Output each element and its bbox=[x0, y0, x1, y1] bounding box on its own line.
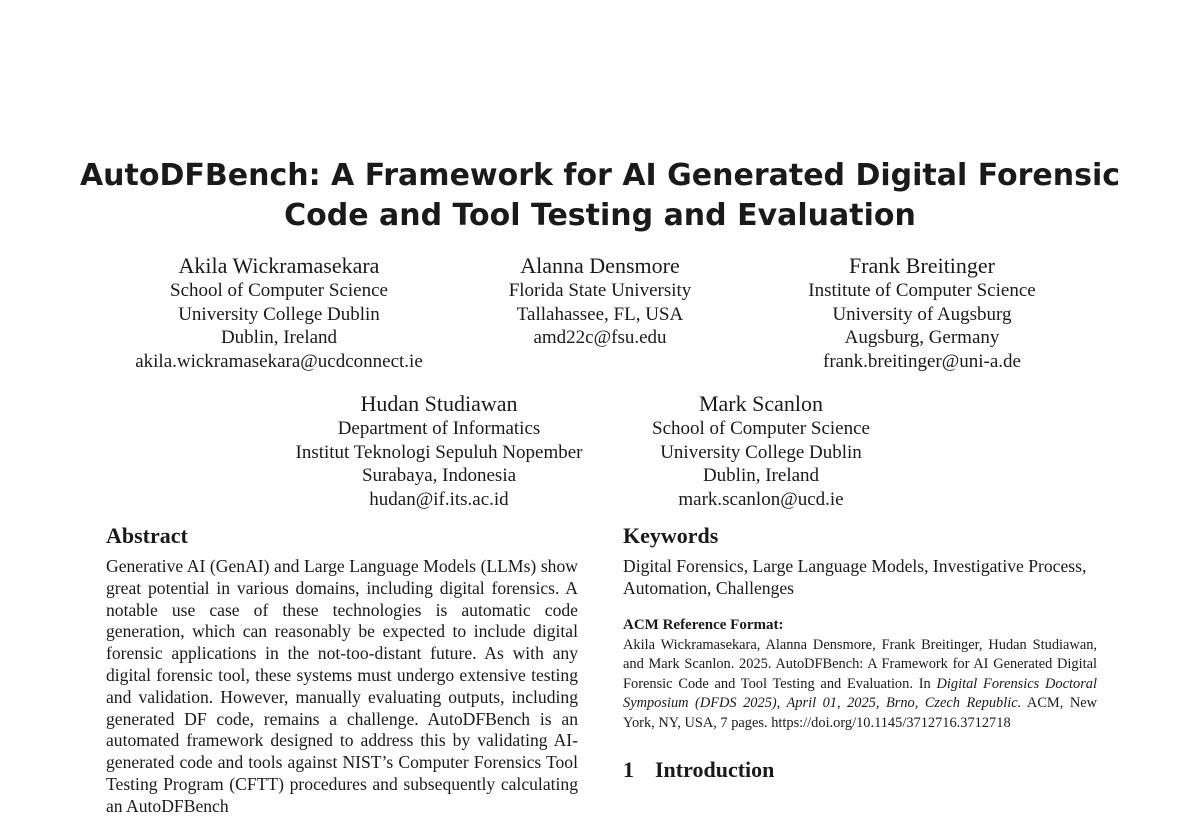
author-email: amd22c@fsu.edu bbox=[533, 327, 667, 349]
author-department: School of Computer Science bbox=[652, 418, 870, 439]
author-email: frank.breitinger@uni-a.de bbox=[823, 350, 1021, 372]
author-block-4 bbox=[264, 391, 614, 511]
author-name: Mark Scanlon bbox=[698, 391, 824, 416]
keywords-heading: Keywords bbox=[623, 523, 719, 548]
abstract-section bbox=[106, 524, 578, 818]
author-block-1 bbox=[79, 253, 479, 373]
author-location: Dublin, Ireland bbox=[702, 465, 820, 487]
author-name: Frank Breitinger bbox=[848, 253, 996, 278]
acm-venue: Digital Forensics Doctoral Symposium (DFDS 2025), April 01, 2025, Brno, Czech Republic. bbox=[623, 675, 1098, 712]
keywords-section bbox=[623, 524, 1097, 733]
author-organization: University College Dublin bbox=[660, 441, 862, 463]
author-name: Hudan Studiawan bbox=[360, 391, 518, 416]
author-location: Surabaya, Indonesia bbox=[361, 465, 517, 487]
author-department: School of Computer Science bbox=[170, 280, 388, 301]
author-block-3 bbox=[772, 253, 1072, 373]
abstract-text: Generative AI (GenAI) and Large Language Models (LLMs) show great potential in various domains, including digital forensics. A notable use case of these technologies is automatic code generation, which can reasonably be expected to include digital forensic applications in the not-too-distant future. As with any digital forensic tool, these systems must undergo extensive testing and validation. However, manually evaluating outputs, including generated DF code, remains a challenge. AutoDFBench is an automated framework designed to address this by validating AI-generated code and tools against NIST’s Computer Forensics Tool Testing Program (CFTT) procedures and subsequently calculating an AutoDFBench bbox=[106, 556, 578, 816]
acm-publisher-doi: ACM, New York, NY, USA, 7 pages. https://doi.org/10.1145/3712716.3712718 bbox=[623, 695, 1097, 731]
author-name: Alanna Densmore bbox=[520, 253, 680, 278]
abstract-heading: Abstract bbox=[106, 523, 188, 548]
section-title: Introduction bbox=[655, 757, 775, 782]
author-department: Department of Informatics bbox=[337, 418, 541, 439]
author-block-5 bbox=[611, 391, 911, 511]
author-email: hudan@if.its.ac.id bbox=[369, 488, 509, 510]
author-organization: Florida State University bbox=[508, 280, 692, 301]
introduction-heading bbox=[623, 758, 774, 782]
title-line-2: Code and Tool Testing and Evaluation bbox=[284, 198, 916, 233]
author-location: Tallahassee, FL, USA bbox=[516, 303, 684, 325]
author-organization: Institut Teknologi Sepuluh Nopember bbox=[295, 441, 583, 463]
keywords-text: Digital Forensics, Large Language Models, Investigative Process, Automation, Challenges bbox=[623, 556, 1087, 598]
author-email: akila.wickramasekara@ucdconnect.ie bbox=[135, 350, 423, 372]
author-organization: University of Augsburg bbox=[832, 303, 1012, 325]
section-number: 1 bbox=[623, 757, 634, 782]
author-location: Augsburg, Germany bbox=[844, 327, 1000, 349]
acm-citation: Akila Wickramasekara, Alanna Densmore, Frank Breitinger, Hudan Studiawan, and Mark Scanlon. 2025. AutoDFBench: A Framework for AI Generated Digital Forensic Code and Tool Testing and Evaluation. In bbox=[623, 636, 1097, 692]
author-organization: University College Dublin bbox=[178, 303, 380, 325]
acm-reference-text bbox=[623, 636, 1097, 734]
title-line-1: AutoDFBench: A Framework for AI Generated Digital Forensic bbox=[79, 158, 1121, 193]
author-location: Dublin, Ireland bbox=[220, 327, 338, 349]
paper-title bbox=[0, 156, 1200, 236]
acm-reference-label: ACM Reference Format: bbox=[623, 616, 784, 633]
author-block-2 bbox=[450, 253, 750, 350]
author-department: Institute of Computer Science bbox=[808, 280, 1036, 301]
author-name: Akila Wickramasekara bbox=[178, 253, 380, 278]
author-email: mark.scanlon@ucd.ie bbox=[678, 488, 844, 510]
